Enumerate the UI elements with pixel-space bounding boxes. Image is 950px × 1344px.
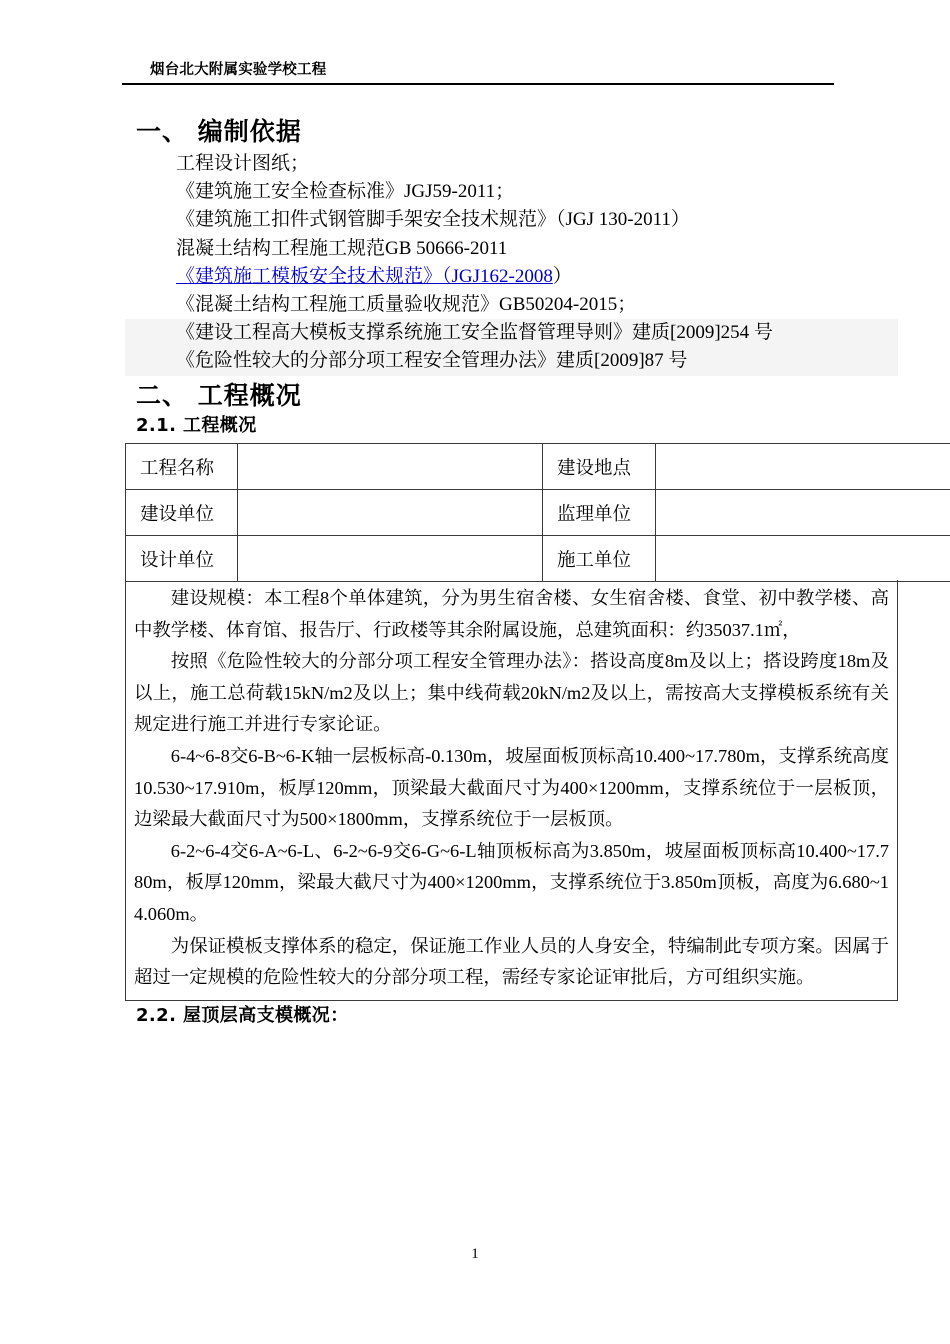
paragraph-construction-scale: 建设规模：本工程8个单体建筑，分为男生宿舍楼、女生宿舍楼、食堂、初中教学楼、高中教学楼、体育馆、报告厅、行政楼等其余附属设施，总建筑面积：约35037.1㎡，	[134, 588, 889, 640]
reference-list	[125, 150, 898, 376]
reference-item	[125, 150, 898, 178]
table-cell-value[interactable]	[656, 536, 950, 582]
header-rule	[122, 83, 834, 85]
reference-text: 《混凝土结构工程施工质量验收规范》GB50204-2015；	[176, 294, 637, 316]
reference-tail: ）	[552, 265, 572, 287]
reference-text: 《建筑施工扣件式钢管脚手架安全技术规范》（JGJ 130-2011）	[176, 209, 690, 231]
reference-text: 《危险性较大的分部分项工程安全管理办法》建质[2009]87 号	[176, 350, 688, 372]
heading-section-1: 一、 编制依据	[136, 117, 302, 146]
table-cell-label: 设计单位	[126, 536, 238, 582]
table-cell-label: 施工单位	[543, 536, 656, 582]
table-cell-value[interactable]	[238, 536, 543, 582]
table-row	[126, 490, 950, 536]
paragraph-purpose: 为保证模板支撑体系的稳定，保证施工作业人员的人身安全，特编制此专项方案。因属于超过一定规模的危险性较大的分部分项工程，需经专家论证审批后，方可组织实施。	[134, 935, 889, 988]
reference-item-highlighted	[125, 347, 898, 375]
project-info-table	[125, 443, 950, 582]
reference-text: 《建设工程高大模板支撑系统施工安全监督管理导则》建质[2009]254 号	[176, 322, 773, 344]
table-cell-value[interactable]	[238, 444, 543, 490]
heading-section-2-2: 2.2. 屋顶层高支模概况：	[136, 1005, 349, 1026]
reference-item	[125, 178, 898, 206]
table-cell-label: 工程名称	[126, 444, 238, 490]
reference-text: 工程设计图纸；	[176, 153, 310, 174]
reference-item	[125, 235, 898, 263]
reference-text: 《建筑施工安全检查标准》JGJ59-2011；	[176, 181, 515, 203]
table-cell-label: 建设单位	[126, 490, 238, 536]
table-cell-value[interactable]	[238, 490, 543, 536]
heading-section-2-1: 2.1. 工程概况	[136, 415, 257, 436]
reference-item	[125, 206, 898, 234]
reference-hyperlink[interactable]: 《建筑施工模板安全技术规范》（JGJ162-2008	[176, 265, 553, 287]
page-header	[122, 62, 834, 85]
paragraph-regulation-criteria: 按照《危险性较大的分部分项工程安全管理办法》：搭设高度8m及以上；搭设跨度18m及以上，施工总荷载15kN/m2及以上；集中线荷载20kN/m2及以上，需按高大支撑模板系统有关规定进行施工并进行专家论证。	[134, 651, 889, 735]
paragraph-axis-6-4-6-8: 6-4~6-8交6-B~6-K轴一层板标高-0.130m，坡屋面板顶标高10.400~17.780m，支撑系统高度10.530~17.910m，板厚120mm，顶梁最大截面尺寸为400×1200mm，支撑系统位于一层板顶，边梁最大截面尺寸为500×1800mm，支撑系统位于一层板顶。	[134, 745, 889, 830]
page-number: 1	[471, 1246, 479, 1262]
table-row	[126, 444, 950, 490]
running-title: 烟台北大附属实验学校工程	[150, 62, 327, 78]
heading-section-2: 二、 工程概况	[136, 381, 302, 410]
table-cell-label: 建设地点	[543, 444, 656, 490]
reference-item-link[interactable]	[125, 263, 898, 291]
table-cell-value[interactable]	[656, 444, 950, 490]
table-cell-value[interactable]	[656, 490, 950, 536]
paragraph-axis-6-2-6-4: 6-2~6-4交6-A~6-L、6-2~6-9交6-G~6-L轴顶板标高为3.850m，坡屋面板顶标高10.400~17.780m，板厚120mm，梁最大截尺寸为400×1200mm，支撑系统位于3.850m顶板，高度为6.680~14.060m。	[134, 840, 889, 924]
reference-item	[125, 291, 898, 319]
table-cell-label: 监理单位	[543, 490, 656, 536]
table-row	[126, 536, 950, 582]
project-overview-text-block	[125, 580, 898, 1001]
reference-item-highlighted	[125, 319, 898, 347]
reference-text: 混凝土结构工程施工规范GB 50666-2011	[176, 237, 508, 259]
